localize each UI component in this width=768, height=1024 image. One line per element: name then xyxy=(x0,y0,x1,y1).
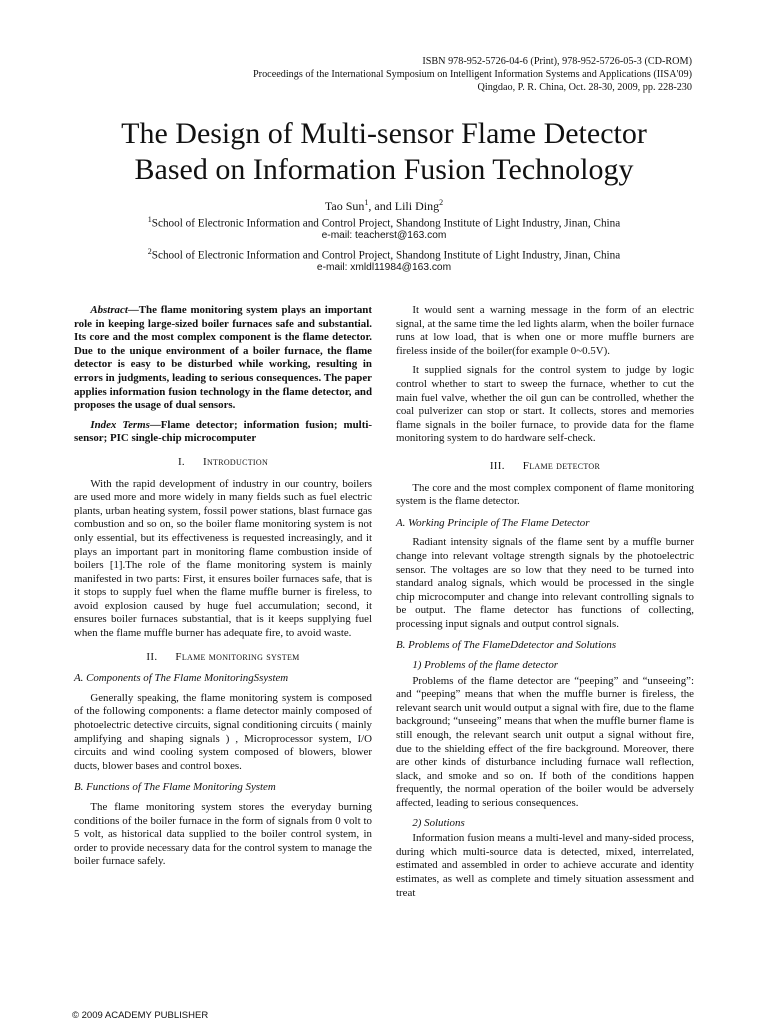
section-1-heading xyxy=(74,456,372,470)
subsection-3a: A. Working Principle of The Flame Detector xyxy=(396,516,590,529)
right-column xyxy=(396,304,694,906)
subsubsection-3b1: 1) Problems of the flame detector xyxy=(412,659,559,672)
abstract-label: Abstract xyxy=(90,304,128,316)
section-2-heading xyxy=(74,651,372,665)
subsection-3b: B. Problems of The FlameDdetector and Solutions xyxy=(396,639,617,652)
subsection-2b: B. Functions of The Flame Monitoring System xyxy=(74,781,276,794)
affiliation-1-text: School of Electronic Information and Control Project, Shandong Institute of Light Industry, Jinan, China xyxy=(151,217,621,230)
isbn-line: ISBN 978-952-5726-04-6 (Print), 978-952-5726-05-3 (CD-ROM) xyxy=(422,56,692,67)
title-line-2: Based on Information Fusion Technology xyxy=(134,153,634,186)
working-principle-paragraph: Radiant intensity signals of the flame sent by a muffle burner change into relevant voltage strength signals by the photoelectric sensor. The voltages are so low that they need to be turned into standard analog signals, which would be processed in the single chip microcomputer and change into relevant controlling signals to be output. The flame detector has functions of collecting, processing input signals and output control signals. xyxy=(396,536,694,630)
authors xyxy=(0,196,768,213)
core-paragraph: The core and the most complex component of flame monitoring system is the flame detector. xyxy=(396,481,694,508)
affiliation-2-text: School of Electronic Information and Control Project, Shandong Institute of Light Industry, Jinan, China xyxy=(151,249,621,262)
author-2-sup: 2 xyxy=(439,198,444,207)
functions-paragraph: The flame monitoring system stores the everyday burning conditions of the boiler furnace in the form of signals from 0 volt to 5 volt, as historical data supplied to the boiler control system, in order to provide necessary data for the control system to manage the boiler furnace safely. xyxy=(74,801,372,868)
email-2: e-mail: xmldl11984@163.com xyxy=(316,262,452,273)
section-1-number: I. xyxy=(177,455,185,468)
email-1: e-mail: teacherst@163.com xyxy=(321,230,447,241)
solutions-paragraph: Information fusion means a multi-level and many-sided process, during which multi-source data is detected, mixed, interrelated, estimated and assembled in order to achieve accurate and identity estimates, as well as complete and timely situation assessment and treat xyxy=(396,832,694,899)
location-line: Qingdao, P. R. China, Oct. 28-30, 2009, pp. 228-230 xyxy=(477,82,692,93)
affiliation-1-sup: 1 xyxy=(147,215,152,224)
section-3-title: Flame detector xyxy=(522,459,601,472)
abstract xyxy=(74,304,372,413)
signals-paragraph: It supplied signals for the control system to judge by logic control whether to start to sweep the furnace, whether to cut the main fuel valve, whether the oil gun can be controlled, whether the coal pulverizer can stop or start. It collects, stores and memories flame signals in the boiler furnace, to provide data for the flame monitoring system to do hardware self-check. xyxy=(396,364,694,445)
proceedings-line: Proceedings of the International Symposium on Intelligent Information Systems and Applications (IISA'09) xyxy=(253,69,692,80)
affiliation-2-sup: 2 xyxy=(147,247,152,256)
section-1-title: Introduction xyxy=(202,455,269,468)
title-line-1: The Design of Multi-sensor Flame Detector xyxy=(121,117,647,150)
index-terms-label: Index Terms xyxy=(90,418,150,431)
section-2-title: Flame monitoring system xyxy=(175,650,300,663)
subsubsection-3b2: 2) Solutions xyxy=(412,816,465,829)
section-2-number: II. xyxy=(146,650,158,663)
header xyxy=(253,55,692,94)
warning-paragraph: It would sent a warning message in the form of an electric signal, at the same time the led lights alarm, when the boiler furnace runs at low load, that is when one or more muffle burners are fireless inside of the boiler(for example 0~0.5V). xyxy=(396,304,694,357)
author-1: Tao Sun xyxy=(324,199,365,213)
intro-paragraph: With the rapid development of industry in our country, boilers are used more and more widely in many fields such as fuel electric plants, urban heating system, fossil power stations, blast furnace gas combustion and so on, so the boiler flame monitoring system is not only essential, but its effectiveness is requested increasingly, and it plays an important part in monitoring flame combustion inside of boilers [1].The role of the flame monitoring system is mainly manifested in two parts: First, it ensures boiler furnaces safe, that is it stops to supply fuel when the flame muffle burner is fireless, to avoid explosion caused by huge fuel accumulation; second, it ensures boiler furnaces substantial, that is it keeps supplying fuel when the flame muffle burner has adequate fire, to avoid waste. xyxy=(74,477,372,640)
paper-title xyxy=(0,116,768,188)
left-column xyxy=(74,304,372,875)
components-paragraph: Generally speaking, the flame monitoring system is composed of the following components: a flame detector mainly composed of photoelectric detective circuits, signal conditioning circuits ( mainly amplifying and shaping signals ) , Microprocessor system, I/O circuits and wind cooling system composed of blowers, blower ducts, blower bases and control boxes. xyxy=(74,691,372,772)
problems-paragraph: Problems of the flame detector are “peeping” and “unseeing”: and “peeping” means that when the muffle burner is fireless, the relevant search unit would output a signal with fire, due to the flame background; “unseeing” means that when the muffle burner flame is still enough, the relevant search unit output a signal without fire, due to the shielding effect of the fire background. Moreover, there are other kinds of disturbance including furnace wall reflection, slack, and smoke and so on. If both of the conditions happen frequently, the normal operation of the boiler would be adversely affected, leading to serious consequences. xyxy=(396,674,694,809)
author-sep: , and Lili Ding xyxy=(368,199,440,213)
publisher-footer: © 2009 ACADEMY PUBLISHER xyxy=(72,1010,209,1021)
author-1-sup: 1 xyxy=(364,198,369,207)
subsection-2a: A. Components of The Flame MonitoringSsystem xyxy=(74,672,289,685)
section-3-heading xyxy=(396,460,694,474)
index-terms-text: —Flame detector; information fusion; multi-sensor; PIC single-chip microcomputer xyxy=(74,418,372,445)
index-terms xyxy=(74,419,372,446)
abstract-text: —The flame monitoring system plays an important role in keeping large-sized boiler furnaces safe and substantial. Its core and the most complex component is the flame detector. Due to the unique environment of a boiler furnace, the flame detector is easy to be disturbed while working, resulting in errors in judgments, leading to serious consequences. The paper applies information fusion technology in the flame detector, and proposes the usage of dual sensors. xyxy=(74,304,372,412)
section-3-number: III. xyxy=(489,459,505,472)
